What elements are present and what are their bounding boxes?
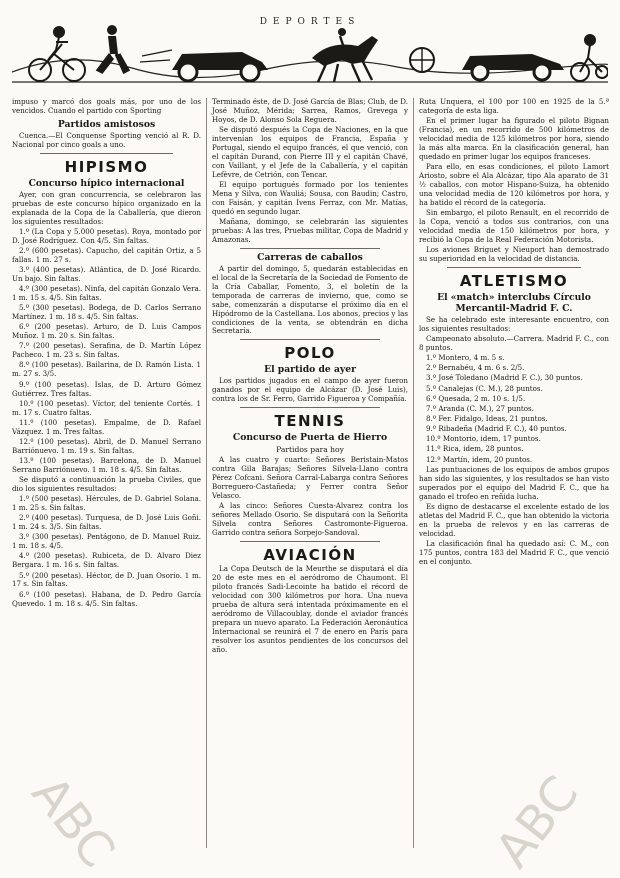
polo-heading: POLO (284, 344, 336, 363)
article-paragraph: Mañana, domingo, se celebrarán las siguientes pruebas: A las tres, Pruebas militar, Copa de Madrid y Amazonas. (212, 216, 408, 244)
result-line: Campeonato absoluto.—Carrera. Madrid F. C., con 8 puntos. (419, 334, 609, 352)
polo-subheading: El partido de ayer (264, 364, 356, 376)
partidos-hoy-label: Partidos para hoy (276, 445, 344, 455)
result-line: 3.º José Toledano (Madrid F. C.), 30 puntos. (426, 373, 583, 383)
article-paragraph: Los partidos jugados en el campo de ayer fueron ganados por el equipo de Alcázar (D. José Luis), contra los de Sr. Ferro, Garrido Figueroa y Compañía. (212, 376, 408, 404)
article-paragraph: Para ello, en esas condiciones, el piloto Lamort Ariosto, sobre el Ala Alcázar, tipo Ala aparato de 31 ½ caballos, con motor Hispano-Suiza, ha obtenido una velocidad media de 120 kilómetros por hora, y ha batido el récord de la categoría. (419, 162, 609, 207)
bicycle-icon (29, 27, 85, 81)
result-line: 7.º (200 pesetas). Serafina, de D. Martín López Pacheco. 1 m. 23 s. Sin faltas. (12, 341, 201, 360)
divider (240, 248, 380, 249)
result-line: 11.º (100 pesetas). Empalme, de D. Rafael Vázquez. 1 m. Tres faltas. (12, 417, 201, 436)
article-paragraph: La Copa Deutsch de la Meurthe se disputará el día 20 de este mes en el aeródromo de Chaumont. El piloto francés Sadi-Lecointe ha batido el récord de velocidad con 300 kilómetros por hora. Una nueva prueba de altura será intentada próximamente en el aeródromo de Villacoublay, donde el aviador francés prepara un nuevo aparato. La Federación Aeronáutica Internacional se reunirá el 7 de enero en París para resolver los asuntos pendientes de los concursos del año. (212, 564, 408, 654)
result-line: 9.º (100 pesetas). Islas, de D. Arturo Gómez Gutiérrez. Tres faltas. (12, 379, 201, 398)
banner-caption: DEPORTES (259, 17, 361, 27)
result-line: 1.º (La Copa y 5.000 pesetas). Roya, montado por D. José Rodríguez. Con 4/5. Sin faltas. (12, 226, 201, 245)
result-line: 12.º (100 pesetas). Abril, de D. Manuel Serrano Barriónuevo. 1 m. 19 s. Sin faltas. (12, 436, 201, 455)
amistosos-heading: Partidos amistosos (57, 118, 156, 130)
article-paragraph: Sin embargo, el piloto Renault, en el recorrido de la Copa, venció a todos sus contrarios, con una velocidad media de 150 kilómetros por hora, y recibió la Copa de la Real Federación Motorista. (419, 208, 609, 244)
article-paragraph: La clasificación final ha quedado así: C. M., con 175 puntos, contra 183 del Madrid F. C., que venció en el conjunto. (419, 538, 609, 566)
racing-car-2-icon (462, 54, 564, 80)
divider (240, 407, 380, 408)
result-line: 6.º (100 pesetas). Habana, de D. Pedro García Quevedo. 1 m. 18 s. 4/5. Sin faltas. (12, 589, 201, 608)
cyclist-icon (571, 35, 608, 81)
article-paragraph: Es digno de destacarse el excelente estado de los atletas del Madrid F. C., que han obtenido la victoria en la prueba de relevos y en las carreras de velocidad. (419, 501, 609, 538)
atletismo-subheading: El «match» interclubs Círculo Mercantil-Madrid F. C. (437, 291, 591, 314)
divider (240, 339, 380, 340)
carreras-heading: Carreras de caballos (257, 251, 363, 263)
result-line: 6.º Quesada, 2 m. 10 s. 1/5. (426, 393, 526, 403)
ball-icon (410, 48, 434, 72)
result-line: 9.º Ribadeña (Madrid F. C.), 40 puntos. (426, 424, 567, 434)
article-paragraph: A las cuatro y cuarto: Señores Beristain-Matos contra Gila Barajas; Señores Silvela-Llano contra Pérez Cofcani. Señora Carral-Labarga contra Señores Borreguero-Castañeda; y Ferrer contra Señor Velasco. (212, 455, 408, 501)
article-paragraph: Los aviones Briguet y Nieuport han demostrado su superioridad en la velocidad de distancia. (419, 245, 609, 263)
result-line: 12.º Martín, idem, 20 puntos. (426, 454, 533, 464)
result-line: 4.º (200 pesetas). Rubiceta, de D. Alvaro Diez Bergara. 1 m. 16 s. Sin faltas. (12, 551, 201, 570)
tennis-heading: TENNIS (274, 412, 346, 431)
abc-watermark-right: ABC (484, 765, 590, 878)
result-line: 11.º Rica, idem, 28 puntos. (426, 444, 524, 454)
atletismo-heading: ATLETISMO (459, 271, 569, 290)
hipismo-heading: HIPISMO (64, 157, 149, 176)
result-line: 1.º (500 pesetas). Hércules, de D. Gabriel Solana. 1 m. 25 s. Sin faltas. (12, 494, 201, 513)
article-paragraph: Se ha celebrado este interesante encuentro, con los siguientes resultados: (419, 314, 609, 333)
divider (40, 153, 173, 154)
abc-watermark-left: ABC (20, 765, 126, 878)
column-left (12, 98, 201, 610)
article-paragraph: Ayer, con gran concurrencia, se celebraron las pruebas de este concurso hípico organizado en la explanada de la Copa de la Caballería, que dieron los siguientes resultados: (12, 189, 201, 226)
runner-icon (98, 25, 128, 72)
result-line: 13.º (100 pesetas). Barcelona, de D. Manuel Serrano Barriónuevo. 1 m. 18 s. 4/5. Sin faltas. (12, 455, 201, 474)
article-paragraph: A las cinco: Señores Cuesta-Alvarez contra los señores Mellado Osorio. Se disputará con la Señorita Silvela contra Señores Castromonte-Figueroa. Garrido contra señora Sorpejo-Sandoval. (212, 501, 408, 538)
result-line: 6.º (200 pesetas). Arturo, de D. Luis Campos Muñoz. 1 m. 20 s. Sin faltas. (12, 322, 201, 341)
amistosos-text: Cuenca.—El Conquense Sporting venció al R. D. Nacional por cinco goals a uno. (12, 130, 201, 149)
article-paragraph: Se disputó a continuación la prueba Civiles, que dio los siguientes resultados: (12, 475, 201, 493)
result-line: 5.º Canalejas (C. M.), 28 puntos. (426, 383, 543, 393)
result-line: 2.º (400 pesetas). Turquesa, de D. José Luis Goñi. 1 m. 24 s. 3/5. Sin faltas. (12, 513, 201, 532)
article-paragraph: Se disputó después la Copa de Naciones, en la que intervenían los equipos de Francia, España y Portugal, siendo el equipo francés, el que venció, con el capitán Durand, con Pierre III y el capitán Chavé, con Vaillant, y el Jefe de la Caballería, y el capitán Lefèvre, de Cetrión, con Tencar. (212, 125, 408, 179)
article-paragraph: El equipo portugués formado por los tenientes Mena y Silva, con Wauliá; Sousa, con Baudin; Castro, con Faisán, y capitán Ivens Ferraz, con Mr. Matías, quedó en segundo lugar. (212, 179, 408, 216)
horse-icon (312, 28, 378, 82)
result-line: 10.º Montorio, idem, 17 puntos. (426, 434, 541, 444)
race-car-icon (140, 50, 268, 81)
result-line: 3.º (300 pesetas). Pentágono, de D. Manuel Ruiz. 1 m. 18 s. 4/5. (12, 532, 201, 551)
column-divider-1 (206, 98, 207, 848)
lead-tail: impuso y marcó dos goals más, por uno de los vencidos. Cuando el partido con Sporting (12, 97, 201, 115)
result-line: 10.º (100 pesetas). Víctor, del teniente Cortés. 1 m. 17 s. Cuatro faltas. (12, 398, 201, 417)
aviacion-heading: AVIACIÓN (263, 546, 357, 565)
column-middle (212, 98, 408, 656)
article-paragraph: Ruta Unquera, el 100 por 100 en 1925 de la 5.ª categoría de esta liga. (419, 97, 609, 115)
result-line: 5.º (200 pesetas). Héctor, de D. Juan Osorio. 1 m. 17 s. Sin faltas. (12, 570, 201, 589)
article-paragraph: En el primer lugar ha figurado el piloto Bignan (Francia), en un recorrido de 500 kilómetros de velocidad media de 125 kilómetros por hora, siendo la más alta marca. En la clasificación general, han quedado en primer lugar los equipos franceses. (419, 116, 609, 161)
concurso-hipico-heading: Concurso hípico internacional (28, 177, 185, 189)
result-line: 2.º Bernabéu, 4 m. 6 s. 2/5. (426, 363, 525, 373)
divider (447, 267, 581, 268)
article-paragraph: Terminado éste, de D. José García de Blas; Club, de D. José Muñoz, Mérida; Sarrea, Ramos, Grevega y Hoyos, de D. Alonso Sola Reguera. (212, 97, 408, 124)
article-paragraph: A partir del domingo, 5, quedarán establecidas en el local de la Secretaría de la Sociedad de Fomento de la Cría Caballar, Fomento, 3, el boletín de la temporada de carreras de invierno, que, como se sabe, comenzarán a disputarse el próximo día en el Hipódromo de la Castellana. Los abonos, precios y las condiciones de la venta, se obtendrán en dicha Secretaría. (212, 263, 408, 336)
column-divider-2 (413, 98, 414, 848)
result-line: 7.º Aranda (C. M.), 27 puntos. (426, 403, 534, 413)
divider (240, 541, 380, 542)
article-paragraph: Las puntuaciones de los equipos de ambos grupos han sido las siguientes, y los resultados se han visto superados por el equipo del Madrid F. C., que ha ganado el trofeo en reñida lucha. (419, 464, 609, 501)
result-line: 4.º (300 pesetas). Ninfa, del capitán Gonzalo Vera. 1 m. 15 s. 4/5. Sin faltas. (12, 284, 201, 303)
sports-banner-illustration (12, 10, 608, 96)
result-line: 8.º Fer. Fidalgo, Ideas, 21 puntos. (426, 413, 548, 423)
result-line: 2.º (600 pesetas). Capucho, del capitán Ortiz, a 5 fallas. 1 m. 27 s. (12, 245, 201, 264)
result-line: 8.º (100 pesetas). Bailarina, de D. Ramón Lista. 1 m. 27 s. 3/5. (12, 360, 201, 379)
result-line: 1.º Montero, 4 m. 5 s. (426, 353, 505, 363)
result-line: 5.º (300 pesetas). Bodega, de D. Carlos Serrano Martínez. 1 m. 18 s. 4/5. Sin faltas. (12, 303, 201, 322)
column-right (419, 98, 609, 568)
tennis-subheading: Concurso de Puerta de Hierro (232, 432, 388, 444)
result-line: 3.º (400 pesetas). Atlántica, de D. José Ricardo. Un bajo. Sin faltas. (12, 265, 201, 283)
